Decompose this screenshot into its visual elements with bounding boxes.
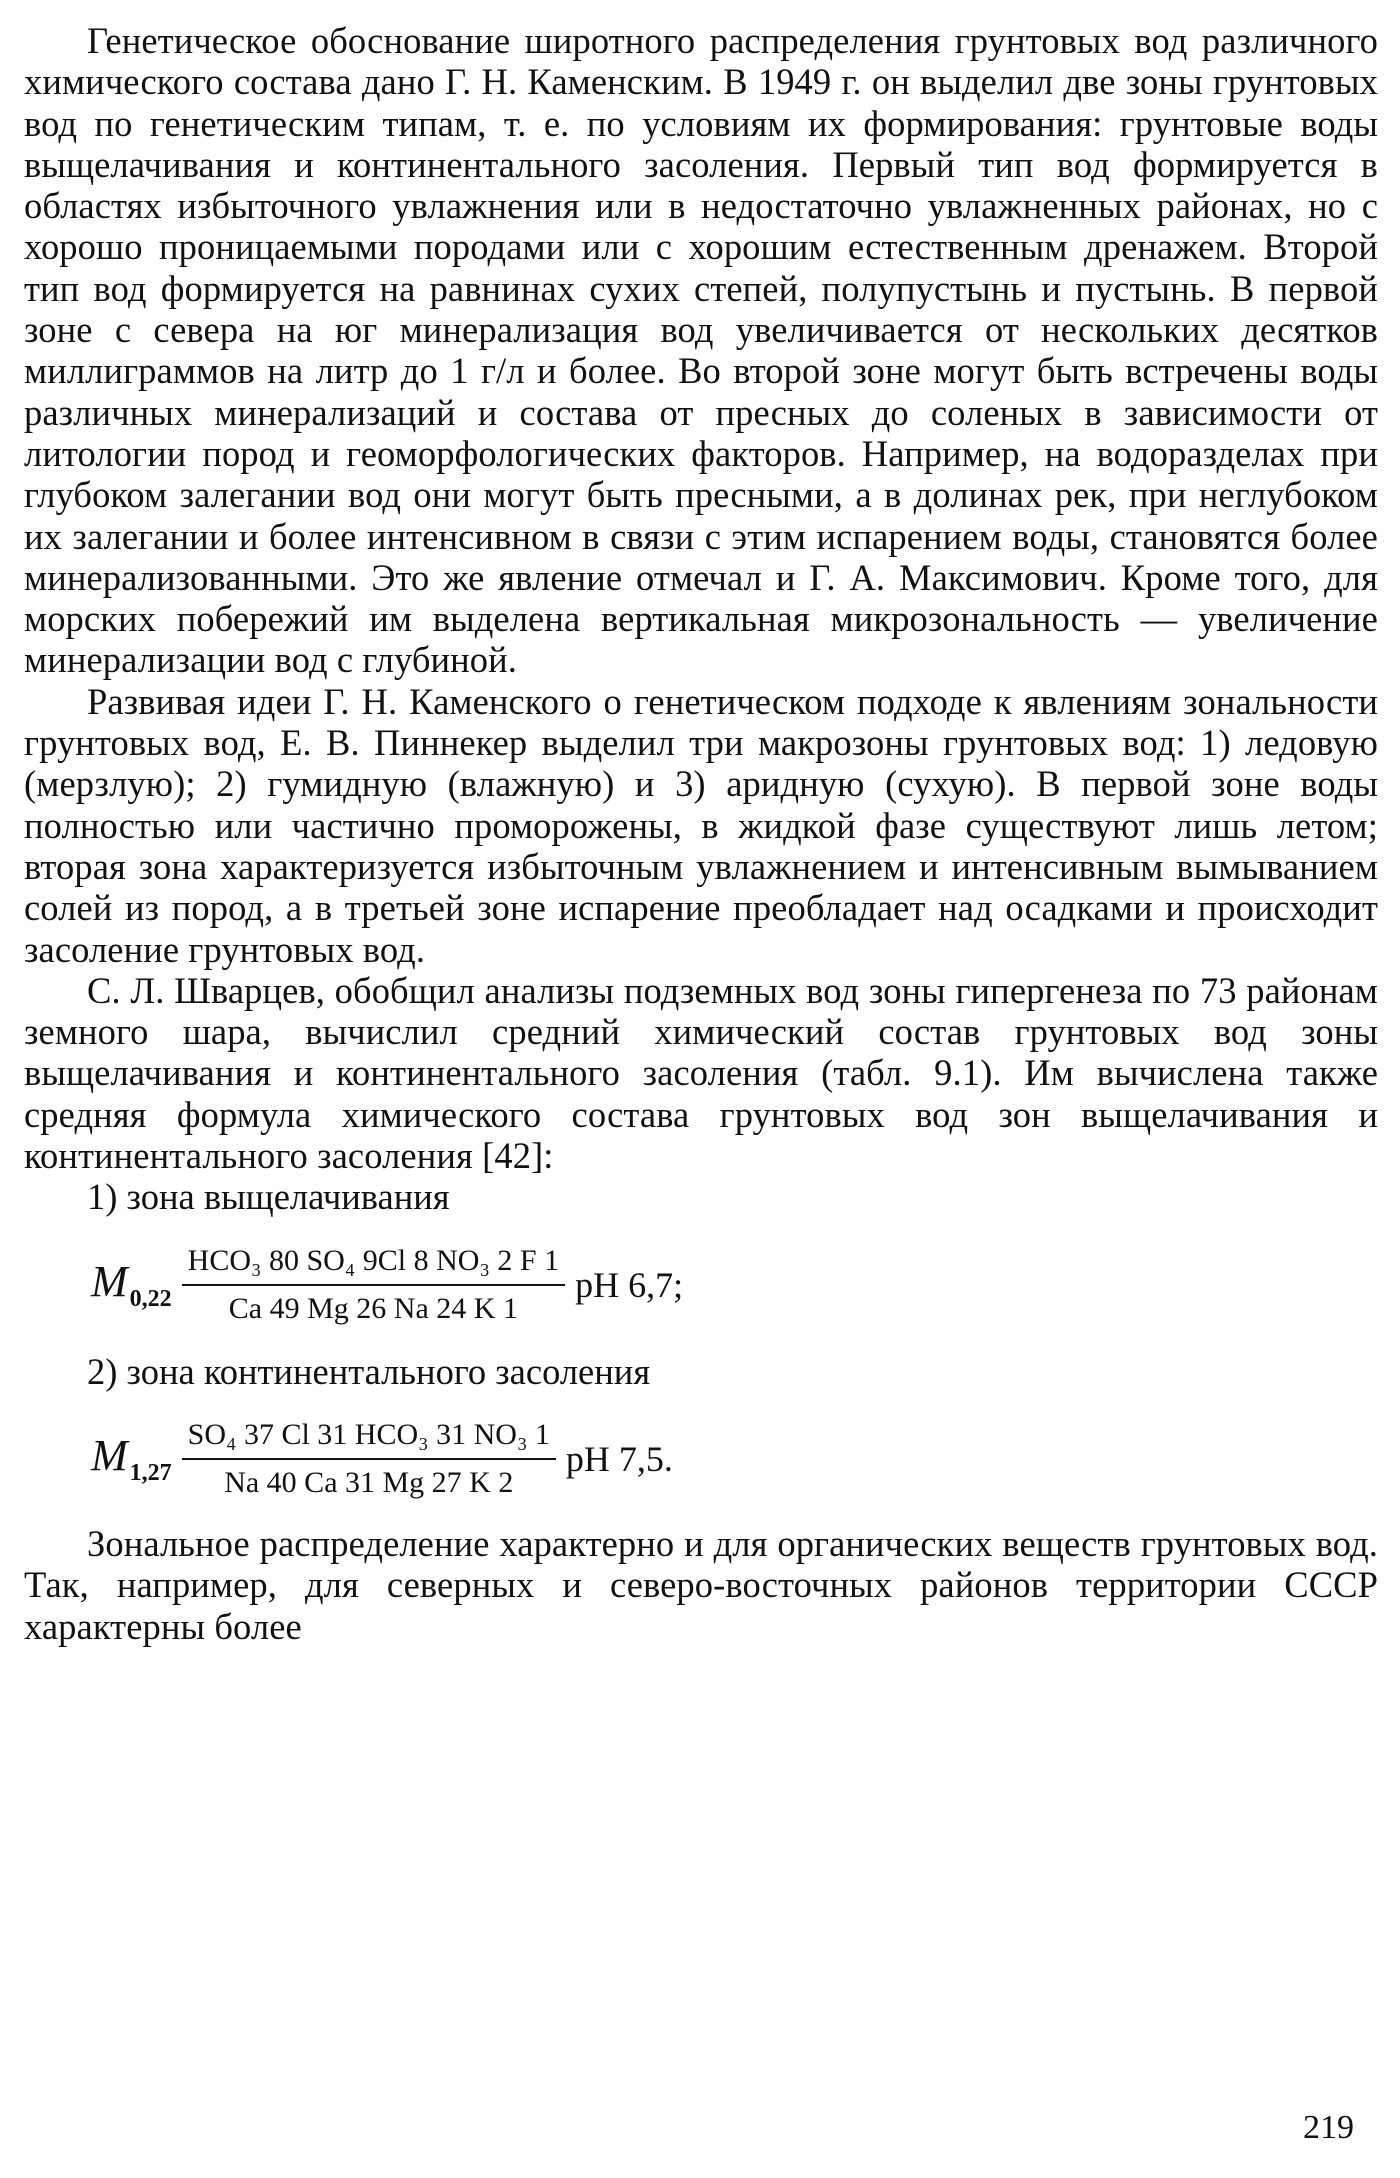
ph-value: pH 7,5. bbox=[565, 1439, 673, 1480]
paragraph-organic-zonality: Зональное распределение характерно и для органических веществ грунтовых вод. Так, например, для северных и северо-восточных районов территории СССР характерны более bbox=[24, 1522, 1378, 1647]
mineralization-symbol: M 1,27 bbox=[91, 1434, 172, 1485]
page-number: 219 bbox=[1303, 2109, 1354, 2146]
formula-continental-salinization-zone bbox=[24, 1412, 1378, 1507]
cation-denominator: Na 40 Ca 31 Mg 27 K 2 bbox=[224, 1466, 514, 1500]
ph-value: pH 6,7; bbox=[575, 1265, 684, 1306]
formula-1-label: 1) зона выщелачивания bbox=[87, 1176, 450, 1218]
mineralization-symbol: M 0,22 bbox=[91, 1260, 172, 1311]
paragraph-shvartsev-analysis: С. Л. Шварцев, обобщил анализы подземных вод зоны гипергенеза по 73 районам земного шара, вычислил средний химический состав грунтовых вод зоны выщелачивания и континентального засоления (табл. 9.1). Им вычислена также средняя формула химического состава грунтовых вод зон выщелачивания и континентального засоления [42]: bbox=[24, 969, 1378, 1177]
formula-2-label: 2) зона континентального засоления bbox=[87, 1350, 651, 1392]
paragraph-pinneker-macrozones: Развивая идеи Г. Н. Каменского о генетическом подходе к явлениям зональности грунтовых вод, Е. В. Пиннекер выделил три макрозоны грунтовых вод: 1) ледовую (мерзлую); 2) гумидную (влажную) и 3) аридную (сухую). В первой зоне воды полностью или частично проморожены, в жидкой фазе существуют лишь летом; вторая зона характеризуется избыточным увлажнением и интенсивным вымыванием солей из пород, а в третьей зоне испарение преобладает над осадками и происходит засоление грунтовых вод. bbox=[24, 680, 1378, 970]
paragraph-kamensky-zones: Генетическое обоснование широтного распределения грунтовых вод различного химического состава дано Г. Н. Каменским. В 1949 г. он выделил две зоны грунтовых вод по генетическим типам, т. е. по условиям их формирования: грунтовые воды выщелачивания и континентального засоления. Первый тип вод формируется в областях избыточного увлажнения или в недостаточно увлажненных районах, но с хорошо проницаемыми породами или с хорошим естественным дренажем. Второй тип вод формируется на равнинах сухих степей, полупустынь и пустынь. В первой зоне с севера на юг минерализация вод увеличивается от нескольких десятков миллиграммов на литр до 1 г/л и более. Во второй зоне могут быть встречены воды различных минерализаций и состава от пресных до соленых в зависимости от литологии пород и геоморфологических факторов. Например, на водоразделах при глубоком залегании вод они могут быть пресными, а в долинах рек, при неглубоком их залегании и более интенсивном в связи с этим испарением воды, становятся более минерализованными. Это же явление отмечал и Г. А. Максимович. Кроме того, для морских побережий им выделена вертикальная микрозональность — увеличение минерализации вод с глубиной. bbox=[24, 20, 1378, 681]
anion-numerator: HCO₃ 80 SO₄ 9Cl 8 NO₃ 2 F 1 bbox=[187, 1244, 560, 1278]
kurlov-fraction bbox=[182, 1418, 556, 1500]
kurlov-fraction bbox=[182, 1244, 565, 1326]
formula-leaching-zone bbox=[24, 1238, 1378, 1333]
mineralization-subscript: 0,22 bbox=[129, 1285, 172, 1312]
anion-numerator: SO₄ 37 Cl 31 HCO₃ 31 NO₃ 1 bbox=[187, 1418, 550, 1452]
book-page bbox=[24, 0, 1378, 2178]
cation-denominator: Ca 49 Mg 26 Na 24 K 1 bbox=[228, 1292, 518, 1326]
mineralization-subscript: 1,27 bbox=[129, 1459, 172, 1486]
